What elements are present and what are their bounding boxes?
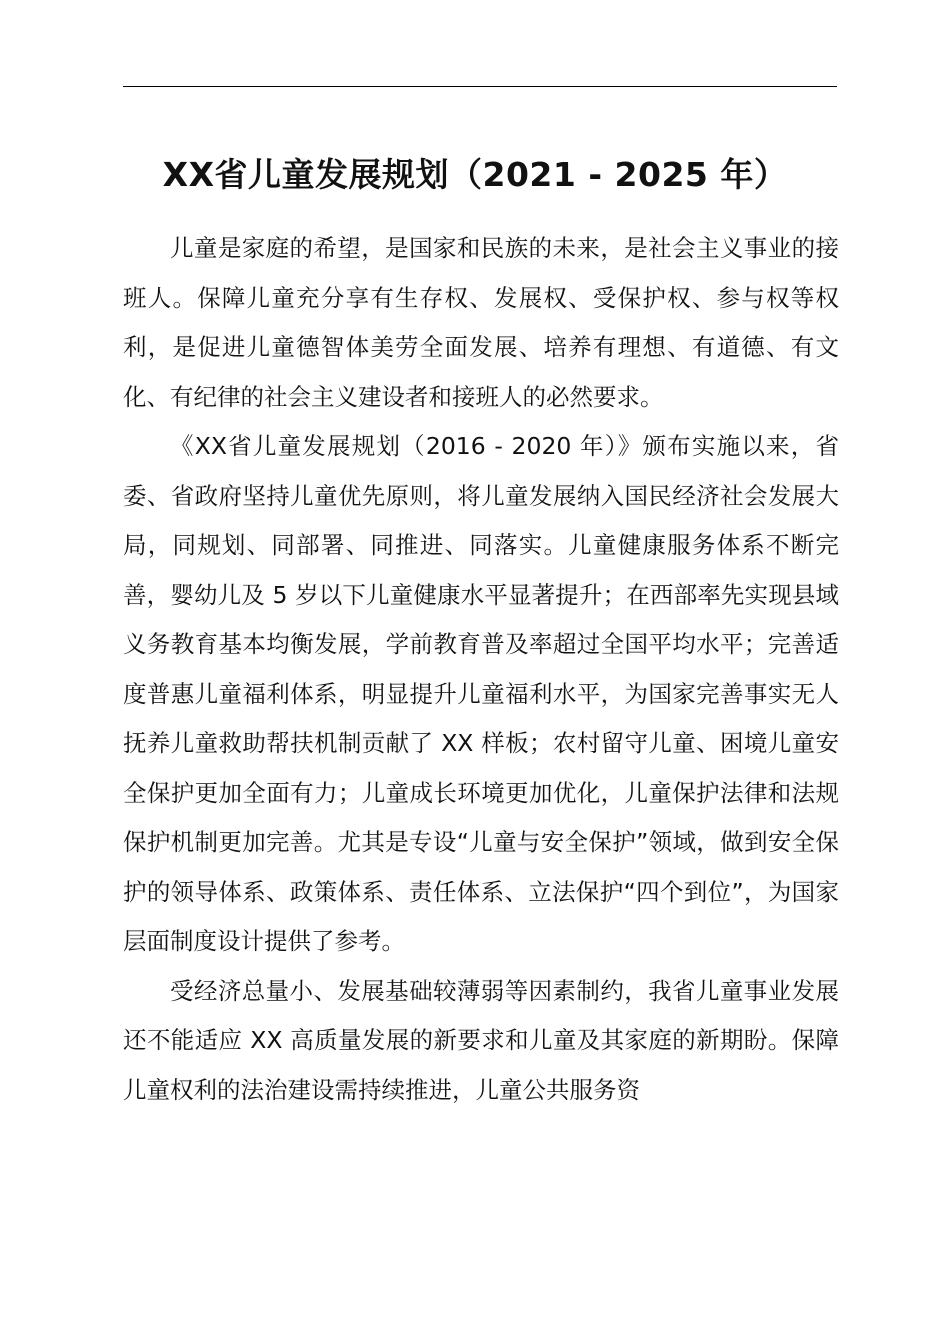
header-rule (123, 86, 837, 87)
paragraph-challenges: 受经济总量小、发展基础较薄弱等因素制约，我省儿童事业发展还不能适应 XX 高质量发展的新要求和儿童及其家庭的新期盼。保障儿童权利的法治建设需持续推进，儿童公共服务资 (123, 976, 839, 1104)
document-body (123, 224, 839, 1115)
paragraph-achievements: 《XX省儿童发展规划（2016 - 2020 年）》颁布实施以来，省委、省政府坚持儿童优先原则，将儿童发展纳入国民经济社会发展大局，同规划、同部署、同推进、同落实。儿童健康服务体系不断完善，婴幼儿及 5 岁以下儿童健康水平显著提升；在西部率先实现县域义务教育基本均衡发展，学前教育普及率超过全国平均水平；完善适度普惠儿童福利体系，明显提升儿童福利水平，为国家完善事实无人抚养儿童救助帮扶机制贡献了 XX 样板；农村留守儿童、困境儿童安全保护更加全面有力；儿童成长环境更加优化，儿童保护法律和法规保护机制更加完善。尤其是专设“儿童与安全保护”领域，做到安全保护的领导体系、政策体系、责任体系、立法保护“四个到位”，为国家层面制度设计提供了参考。 (123, 432, 839, 955)
document-title: XX省儿童发展规划（2021 - 2025 年） (162, 155, 788, 194)
paragraph-intro: 儿童是家庭的希望，是国家和民族的未来，是社会主义事业的接班人。保障儿童充分享有生存权、发展权、受保护权、参与权等权利，是促进儿童德智体美劳全面发展、培养有理想、有道德、有文化、有纪律的社会主义建设者和接班人的必然要求。 (123, 234, 839, 411)
